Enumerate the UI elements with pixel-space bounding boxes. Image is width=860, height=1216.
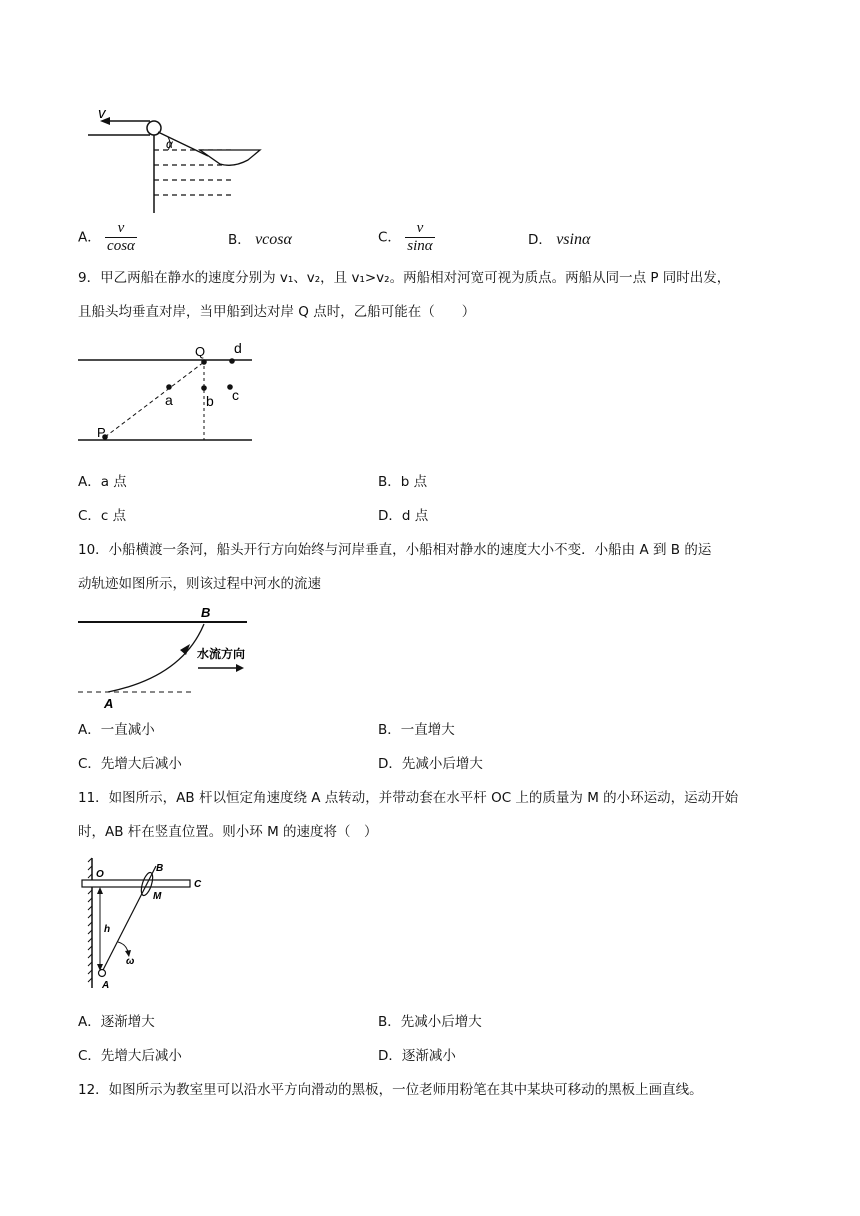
q8-figure xyxy=(88,98,278,218)
q8-option-c-fraction: $\frac{v}{\sin\alpha}$ xyxy=(407,220,433,254)
q11-stem-line1: 11．如图所示，AB 杆以恒定角速度绕 A 点转动，并带动套在水平杆 OC 上的质量为 M 的小环运动，运动开始 xyxy=(78,790,739,806)
q11-label-C: C xyxy=(194,879,202,890)
q10-stem-line2: 动轨迹如图所示，则该过程中河水的流速 xyxy=(78,576,321,592)
q11-option-d[interactable]: D．逐渐减小 xyxy=(378,1048,456,1064)
q9-point-P: P xyxy=(97,425,106,440)
q9-option-a[interactable]: A．a 点 xyxy=(78,474,127,490)
q9-point-a: a xyxy=(165,392,173,408)
q8-option-c[interactable]: C． $\frac{v}{\sin\alpha}$ xyxy=(378,220,433,254)
q9-point-b: b xyxy=(206,393,214,409)
q9-point-d: d xyxy=(234,340,242,356)
q10-option-a[interactable]: A．一直减小 xyxy=(78,722,155,738)
q12-stem-line1: 12．如图所示为教室里可以沿水平方向滑动的黑板，一位老师用粉笔在其中某块可移动的黑板上画直线。 xyxy=(78,1082,703,1098)
q11-label-A: A xyxy=(102,980,110,991)
q8-option-b[interactable]: B． vcosα xyxy=(228,231,292,248)
q8-v-label: v xyxy=(98,105,106,122)
q10-flow-label: 水流方向 xyxy=(197,647,246,661)
q9-option-c[interactable]: C．c 点 xyxy=(78,508,127,524)
q10-stem-line1: 10．小船横渡一条河，船头开行方向始终与河岸垂直，小船相对静水的速度大小不变．小船由 A 到 B 的运 xyxy=(78,542,712,558)
q11-label-O: O xyxy=(96,869,104,880)
q9-stem-line1: 9．甲乙两船在静水的速度分别为 v₁、v₂，且 v₁>v₂。两船相对河宽可视为质点。两船从同一点 P 同时出发， xyxy=(78,270,731,286)
q8-alpha-label: α xyxy=(166,137,173,151)
q10-option-b[interactable]: B．一直增大 xyxy=(378,722,455,738)
q8-option-a[interactable]: A． $\frac{v}{\cos\alpha}$ xyxy=(78,220,135,254)
q11-label-omega: ω xyxy=(126,956,135,967)
q10-figure xyxy=(72,602,262,710)
q9-option-d[interactable]: D．d 点 xyxy=(378,508,429,524)
q10-point-A: A xyxy=(104,696,114,710)
q9-figure xyxy=(72,338,262,446)
q11-option-a[interactable]: A．逐渐增大 xyxy=(78,1014,155,1030)
q11-label-h: h xyxy=(104,924,111,935)
q8-option-d[interactable]: D． vsinα xyxy=(528,231,591,248)
q11-label-M: M xyxy=(153,891,162,902)
q10-option-c[interactable]: C．先增大后减小 xyxy=(78,756,182,772)
q11-option-c[interactable]: C．先增大后减小 xyxy=(78,1048,182,1064)
q11-label-B: B xyxy=(156,863,164,874)
q10-point-B: B xyxy=(201,605,211,620)
q9-option-b[interactable]: B．b 点 xyxy=(378,474,428,490)
q11-option-b[interactable]: B．先减小后增大 xyxy=(378,1014,482,1030)
q9-stem-line2: 且船头均垂直对岸，当甲船到达对岸 Q 点时，乙船可能在（ ） xyxy=(78,304,476,320)
q10-option-d[interactable]: D．先减小后增大 xyxy=(378,756,483,772)
q11-stem-line2: 时，AB 杆在竖直位置。则小环 M 的速度将（ ） xyxy=(78,824,378,840)
q8-option-a-fraction: $\frac{v}{\cos\alpha}$ xyxy=(107,220,135,254)
q11-figure xyxy=(80,856,220,992)
q9-point-Q: Q xyxy=(195,344,206,359)
q9-point-c: c xyxy=(232,387,239,403)
